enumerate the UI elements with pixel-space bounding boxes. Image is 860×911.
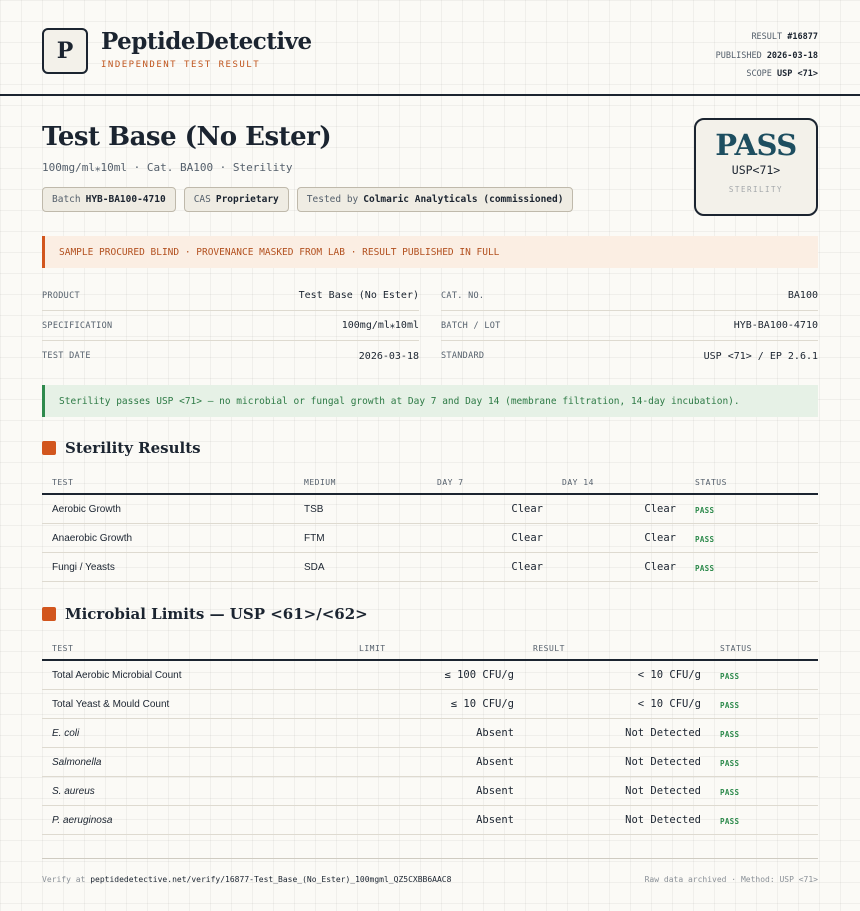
column-header: TEST bbox=[52, 478, 74, 487]
test-name: Anaerobic Growth bbox=[52, 533, 133, 544]
logo-icon: P bbox=[42, 28, 88, 74]
detail-row bbox=[441, 311, 818, 341]
test-name: E. coli bbox=[52, 728, 80, 739]
section-title: Sterility Results bbox=[65, 439, 201, 457]
section-title: Microbial Limits — USP <61>/<62> bbox=[65, 605, 368, 623]
report-header bbox=[0, 0, 860, 96]
medium: SDA bbox=[304, 562, 325, 573]
day14-result: Clear bbox=[644, 561, 676, 573]
limit: ≤ 100 CFU/g bbox=[444, 669, 514, 681]
column-header: STATUS bbox=[720, 644, 752, 653]
day7-result: Clear bbox=[511, 561, 543, 573]
status-badge: PASS bbox=[720, 817, 740, 826]
detail-value: 2026-03-18 bbox=[358, 350, 419, 362]
status-badge: PASS bbox=[720, 788, 740, 797]
section-marker-icon bbox=[42, 441, 56, 455]
test-name: Total Yeast & Mould Count bbox=[52, 699, 170, 710]
status-badge: PASS bbox=[695, 535, 715, 544]
limit: Absent bbox=[476, 814, 514, 826]
table-row bbox=[42, 690, 818, 719]
product-title: Test Base (No Ester) bbox=[42, 122, 332, 152]
detail-value: 100mg/ml⁎10ml bbox=[341, 320, 419, 331]
limit: Absent bbox=[476, 756, 514, 768]
summary-banner: Sterility passes USP <71> — no microbial or fungal growth at Day 7 and Day 14 (membrane filtration, 14-day incubation). bbox=[42, 385, 818, 417]
day7-result: Clear bbox=[511, 532, 543, 544]
detail-key: TEST DATE bbox=[42, 351, 91, 361]
verdict-badge bbox=[694, 118, 818, 216]
table-header bbox=[42, 636, 818, 661]
result-number: RESULT #16877 bbox=[751, 32, 818, 42]
batch-chip: Batch HYB-BA100-4710 bbox=[42, 187, 176, 212]
column-header: DAY 14 bbox=[562, 478, 594, 487]
footer-method: Raw data archived · Method: USP <71> bbox=[644, 875, 818, 884]
tested-by-chip: Tested by Colmaric Analyticals (commissioned) bbox=[297, 187, 574, 212]
detail-row bbox=[42, 311, 419, 341]
table-row bbox=[42, 553, 818, 582]
brand-name: PeptideDetective bbox=[101, 28, 312, 55]
column-header: LIMIT bbox=[359, 644, 386, 653]
result: Not Detected bbox=[625, 814, 701, 826]
table-row bbox=[42, 524, 818, 553]
result: Not Detected bbox=[625, 727, 701, 739]
column-header: MEDIUM bbox=[304, 478, 336, 487]
product-chips bbox=[42, 187, 573, 212]
detail-value: USP <71> / EP 2.6.1 bbox=[703, 350, 818, 362]
test-name: Aerobic Growth bbox=[52, 504, 121, 515]
medium: FTM bbox=[304, 533, 325, 544]
result: Not Detected bbox=[625, 785, 701, 797]
section-marker-icon bbox=[42, 607, 56, 621]
column-header: STATUS bbox=[695, 478, 727, 487]
detail-value: BA100 bbox=[787, 290, 818, 301]
table-row bbox=[42, 777, 818, 806]
detail-key: CAT. NO. bbox=[441, 290, 485, 301]
verify-line bbox=[42, 875, 451, 884]
verify-label: Verify at bbox=[42, 875, 86, 884]
detail-key: SPECIFICATION bbox=[42, 320, 113, 331]
column-header: TEST bbox=[52, 644, 74, 653]
status-badge: PASS bbox=[695, 506, 715, 515]
product-subtitle: 100mg/ml⁎10ml · Cat. BA100 · Sterility bbox=[42, 161, 293, 174]
verdict-scope: STERILITY bbox=[728, 185, 784, 194]
detail-key: PRODUCT bbox=[42, 290, 80, 301]
test-name: P. aeruginosa bbox=[52, 815, 113, 826]
microbial-table bbox=[42, 636, 818, 835]
table-row bbox=[42, 806, 818, 835]
microbial-section-header bbox=[42, 605, 368, 623]
column-header: DAY 7 bbox=[437, 478, 464, 487]
test-name: Salmonella bbox=[52, 757, 102, 768]
sterility-section-header bbox=[42, 439, 201, 457]
cas-chip: CAS Proprietary bbox=[184, 187, 289, 212]
medium: TSB bbox=[304, 504, 324, 515]
table-row bbox=[42, 719, 818, 748]
scope: SCOPE USP <71> bbox=[746, 69, 818, 79]
limit: ≤ 10 CFU/g bbox=[450, 698, 514, 710]
result: Not Detected bbox=[625, 756, 701, 768]
column-header: RESULT bbox=[533, 644, 565, 653]
table-row bbox=[42, 748, 818, 777]
table-row bbox=[42, 495, 818, 524]
test-name: Total Aerobic Microbial Count bbox=[52, 670, 182, 681]
detail-row bbox=[42, 341, 419, 371]
report-meta bbox=[716, 28, 818, 84]
table-row bbox=[42, 661, 818, 690]
test-name: S. aureus bbox=[52, 786, 95, 797]
verdict-word: PASS bbox=[715, 128, 797, 162]
limit: Absent bbox=[476, 785, 514, 797]
verdict-standard: USP<71> bbox=[731, 163, 781, 177]
result: < 10 CFU/g bbox=[637, 698, 701, 710]
status-badge: PASS bbox=[695, 564, 715, 573]
result: < 10 CFU/g bbox=[637, 669, 701, 681]
test-name: Fungi / Yeasts bbox=[52, 562, 115, 573]
published-date: PUBLISHED 2026-03-18 bbox=[715, 50, 818, 61]
day14-result: Clear bbox=[644, 503, 676, 515]
limit: Absent bbox=[476, 727, 514, 739]
status-badge: PASS bbox=[720, 759, 740, 768]
detail-row bbox=[441, 341, 818, 371]
detail-key: STANDARD bbox=[441, 351, 485, 361]
detail-value: HYB-BA100-4710 bbox=[733, 320, 818, 331]
detail-key: BATCH / LOT bbox=[441, 320, 501, 331]
table-header bbox=[42, 470, 818, 495]
day14-result: Clear bbox=[644, 532, 676, 544]
status-badge: PASS bbox=[720, 701, 740, 710]
detail-row bbox=[441, 281, 818, 311]
detail-row bbox=[42, 281, 419, 311]
detail-value: Test Base (No Ester) bbox=[298, 290, 419, 301]
status-badge: PASS bbox=[720, 730, 740, 739]
verify-link[interactable]: peptidedetective.net/verify/16877-Test_Base_(No_Ester)_100mgml_QZ5CXBB6AAC8 bbox=[90, 875, 452, 884]
brand-tagline: INDEPENDENT TEST RESULT bbox=[101, 60, 261, 70]
procurement-notice: SAMPLE PROCURED BLIND · PROVENANCE MASKED FROM LAB · RESULT PUBLISHED IN FULL bbox=[42, 236, 818, 268]
sterility-table bbox=[42, 470, 818, 582]
day7-result: Clear bbox=[511, 503, 543, 515]
status-badge: PASS bbox=[720, 672, 740, 681]
report-footer bbox=[42, 858, 818, 884]
